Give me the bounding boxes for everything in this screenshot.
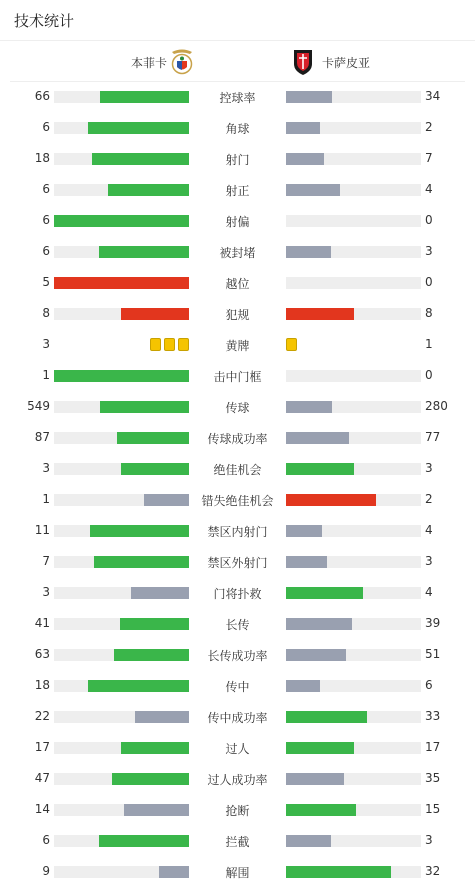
stat-row <box>0 515 475 546</box>
home-value: 5 <box>42 275 50 289</box>
home-value: 549 <box>27 399 50 413</box>
away-bar-track <box>286 711 421 723</box>
home-bar-fill <box>112 773 189 785</box>
stat-label: 传中 <box>225 680 250 694</box>
home-value: 41 <box>34 616 50 630</box>
away-value: 3 <box>425 461 433 475</box>
away-value: 77 <box>425 430 441 444</box>
stat-row <box>0 143 475 174</box>
away-bar-track <box>286 773 421 785</box>
stat-label: 越位 <box>225 277 250 291</box>
stat-label: 被封堵 <box>219 246 256 260</box>
home-bar-fill <box>121 742 189 754</box>
home-bar-track <box>54 122 189 134</box>
stat-label: 拦截 <box>225 835 250 849</box>
home-bar-track <box>54 215 189 227</box>
stat-row <box>0 267 475 298</box>
away-bar-track <box>286 463 421 475</box>
home-value: 87 <box>34 430 50 444</box>
home-bar-track <box>54 463 189 475</box>
home-bar-track <box>54 649 189 661</box>
away-yellow-cards <box>286 338 297 351</box>
home-bar-fill <box>159 866 189 878</box>
away-bar-fill <box>286 401 332 413</box>
away-bar-fill <box>286 804 356 816</box>
away-bar-track <box>286 184 421 196</box>
benfica-badge-icon <box>169 48 195 76</box>
stat-row <box>0 174 475 205</box>
stat-label: 过人成功率 <box>207 773 268 787</box>
away-bar-track <box>286 246 421 258</box>
home-bar-fill <box>124 804 189 816</box>
home-bar-track <box>54 494 189 506</box>
home-bar-fill <box>88 680 189 692</box>
away-bar-track <box>286 153 421 165</box>
home-bar-fill <box>121 308 189 320</box>
home-value: 6 <box>42 244 50 258</box>
away-value: 2 <box>425 120 433 134</box>
stat-row <box>0 360 475 391</box>
stat-row <box>0 329 475 360</box>
away-bar-track <box>286 525 421 537</box>
stat-label: 传球成功率 <box>207 432 268 446</box>
home-value: 8 <box>42 306 50 320</box>
away-value: 6 <box>425 678 433 692</box>
casa-pia-badge-icon <box>292 48 318 76</box>
away-bar-track <box>286 649 421 661</box>
home-bar-track <box>54 711 189 723</box>
home-bar-track <box>54 835 189 847</box>
stat-label: 绝佳机会 <box>213 463 262 477</box>
away-value: 4 <box>425 585 433 599</box>
home-value: 14 <box>34 802 50 816</box>
stat-label: 长传成功率 <box>207 649 268 663</box>
away-bar-fill <box>286 432 349 444</box>
away-value: 15 <box>425 802 441 816</box>
away-bar-track <box>286 215 421 227</box>
away-bar-track <box>286 680 421 692</box>
stat-row <box>0 298 475 329</box>
home-bar-track <box>54 432 189 444</box>
away-bar-track <box>286 494 421 506</box>
stat-label: 角球 <box>225 122 250 136</box>
away-bar-track <box>286 587 421 599</box>
home-value: 66 <box>34 89 50 103</box>
home-bar-track <box>54 91 189 103</box>
away-bar-fill <box>286 153 324 165</box>
stat-row <box>0 236 475 267</box>
away-value: 8 <box>425 306 433 320</box>
stat-row <box>0 546 475 577</box>
away-value: 7 <box>425 151 433 165</box>
stat-row <box>0 608 475 639</box>
away-bar-fill <box>286 308 354 320</box>
away-bar-fill <box>286 618 352 630</box>
away-bar-fill <box>286 742 354 754</box>
stat-row <box>0 794 475 825</box>
stat-label: 错失绝佳机会 <box>201 494 274 508</box>
away-value: 17 <box>425 740 441 754</box>
away-bar-track <box>286 618 421 630</box>
home-bar-track <box>54 587 189 599</box>
home-bar-track <box>54 556 189 568</box>
away-value: 3 <box>425 244 433 258</box>
home-value: 9 <box>42 864 50 878</box>
title-divider <box>0 40 475 41</box>
home-bar-fill <box>114 649 189 661</box>
yellow-card-icon <box>150 338 161 351</box>
away-bar-track <box>286 91 421 103</box>
stat-label: 控球率 <box>219 91 256 105</box>
away-value: 3 <box>425 833 433 847</box>
away-team-header[interactable] <box>292 48 370 76</box>
away-value: 39 <box>425 616 441 630</box>
stat-label: 传球 <box>225 401 250 415</box>
home-value: 6 <box>42 833 50 847</box>
home-bar-fill <box>99 835 189 847</box>
home-value: 3 <box>42 337 50 351</box>
away-bar-track <box>286 370 421 382</box>
home-value: 22 <box>34 709 50 723</box>
home-value: 18 <box>34 151 50 165</box>
stat-label: 传中成功率 <box>207 711 268 725</box>
stat-row <box>0 856 475 887</box>
away-bar-fill <box>286 463 354 475</box>
home-value: 1 <box>42 492 50 506</box>
stat-label: 过人 <box>225 742 250 756</box>
stat-row <box>0 391 475 422</box>
away-bar-fill <box>286 835 331 847</box>
away-value: 35 <box>425 771 441 785</box>
away-bar-track <box>286 401 421 413</box>
home-value: 1 <box>42 368 50 382</box>
away-bar-fill <box>286 587 363 599</box>
away-value: 1 <box>425 337 433 351</box>
stat-row <box>0 670 475 701</box>
home-bar-track <box>54 370 189 382</box>
home-bar-track <box>54 153 189 165</box>
stat-label: 射偏 <box>225 215 250 229</box>
home-team-header[interactable] <box>131 48 195 76</box>
stat-row <box>0 732 475 763</box>
stat-row <box>0 639 475 670</box>
home-bar-fill <box>99 246 189 258</box>
home-value: 6 <box>42 182 50 196</box>
away-value: 4 <box>425 523 433 537</box>
away-bar-fill <box>286 494 376 506</box>
home-bar-fill <box>117 432 189 444</box>
stat-label: 禁区内射门 <box>207 525 268 539</box>
away-value: 51 <box>425 647 441 661</box>
away-bar-fill <box>286 711 367 723</box>
stat-label: 解围 <box>225 866 250 880</box>
stat-row <box>0 825 475 856</box>
home-bar-track <box>54 866 189 878</box>
yellow-card-icon <box>178 338 189 351</box>
away-value: 3 <box>425 554 433 568</box>
home-value: 7 <box>42 554 50 568</box>
away-bar-fill <box>286 773 344 785</box>
away-bar-fill <box>286 649 346 661</box>
home-yellow-cards <box>150 338 189 351</box>
stat-label: 黄牌 <box>225 339 250 353</box>
away-value: 0 <box>425 275 433 289</box>
home-bar-fill <box>120 618 189 630</box>
home-bar-track <box>54 742 189 754</box>
away-bar-track <box>286 556 421 568</box>
away-bar-fill <box>286 525 322 537</box>
away-bar-fill <box>286 680 320 692</box>
home-bar-track <box>54 618 189 630</box>
stat-label: 门将扑救 <box>213 587 262 601</box>
stat-row <box>0 577 475 608</box>
away-value: 0 <box>425 213 433 227</box>
away-bar-fill <box>286 866 391 878</box>
stat-row <box>0 205 475 236</box>
stat-label: 射门 <box>225 153 250 167</box>
home-bar-track <box>54 308 189 320</box>
away-team-name: 卡萨皮亚 <box>322 55 371 70</box>
home-bar-track <box>54 680 189 692</box>
home-value: 63 <box>34 647 50 661</box>
home-bar-track <box>54 773 189 785</box>
home-value: 18 <box>34 678 50 692</box>
away-value: 32 <box>425 864 441 878</box>
home-bar-fill <box>94 556 189 568</box>
home-bar-fill <box>131 587 189 599</box>
away-bar-track <box>286 277 421 289</box>
away-bar-fill <box>286 91 332 103</box>
stat-row <box>0 484 475 515</box>
away-bar-fill <box>286 556 327 568</box>
away-value: 0 <box>425 368 433 382</box>
away-bar-track <box>286 308 421 320</box>
away-bar-track <box>286 122 421 134</box>
home-value: 3 <box>42 461 50 475</box>
home-bar-fill <box>54 370 189 382</box>
stat-row <box>0 112 475 143</box>
home-value: 6 <box>42 213 50 227</box>
home-bar-fill <box>144 494 189 506</box>
home-bar-track <box>54 184 189 196</box>
stat-row <box>0 422 475 453</box>
home-team-name: 本菲卡 <box>130 55 167 70</box>
home-value: 3 <box>42 585 50 599</box>
away-bar-track <box>286 835 421 847</box>
stat-label: 犯规 <box>225 308 250 322</box>
home-bar-fill <box>54 277 189 289</box>
stat-label: 抢断 <box>225 804 250 818</box>
home-bar-fill <box>92 153 189 165</box>
yellow-card-icon <box>164 338 175 351</box>
away-bar-track <box>286 804 421 816</box>
home-bar-fill <box>90 525 189 537</box>
away-bar-track <box>286 432 421 444</box>
away-value: 2 <box>425 492 433 506</box>
yellow-card-icon <box>286 338 297 351</box>
home-bar-fill <box>108 184 189 196</box>
stat-row <box>0 453 475 484</box>
home-bar-track <box>54 401 189 413</box>
away-value: 33 <box>425 709 441 723</box>
home-bar-fill <box>88 122 189 134</box>
page-title: 技术统计 <box>14 12 75 30</box>
home-bar-fill <box>54 215 189 227</box>
stat-label: 击中门框 <box>213 370 262 384</box>
home-bar-track <box>54 246 189 258</box>
away-bar-track <box>286 866 421 878</box>
away-bar-fill <box>286 246 331 258</box>
stat-label: 禁区外射门 <box>207 556 268 570</box>
home-bar-track <box>54 525 189 537</box>
home-value: 17 <box>34 740 50 754</box>
home-bar-track <box>54 804 189 816</box>
home-bar-track <box>54 277 189 289</box>
home-bar-fill <box>100 401 189 413</box>
away-value: 34 <box>425 89 441 103</box>
stat-row <box>0 81 475 112</box>
away-bar-fill <box>286 184 340 196</box>
away-value: 280 <box>425 399 448 413</box>
home-value: 11 <box>34 523 50 537</box>
home-bar-fill <box>121 463 189 475</box>
stat-label: 射正 <box>225 184 250 198</box>
away-bar-fill <box>286 122 320 134</box>
home-value: 6 <box>42 120 50 134</box>
stat-row <box>0 701 475 732</box>
away-bar-track <box>286 742 421 754</box>
stat-row <box>0 763 475 794</box>
home-bar-fill <box>135 711 189 723</box>
home-value: 47 <box>34 771 50 785</box>
stats-list <box>0 81 475 887</box>
stat-label: 长传 <box>225 618 250 632</box>
away-value: 4 <box>425 182 433 196</box>
home-bar-fill <box>100 91 189 103</box>
